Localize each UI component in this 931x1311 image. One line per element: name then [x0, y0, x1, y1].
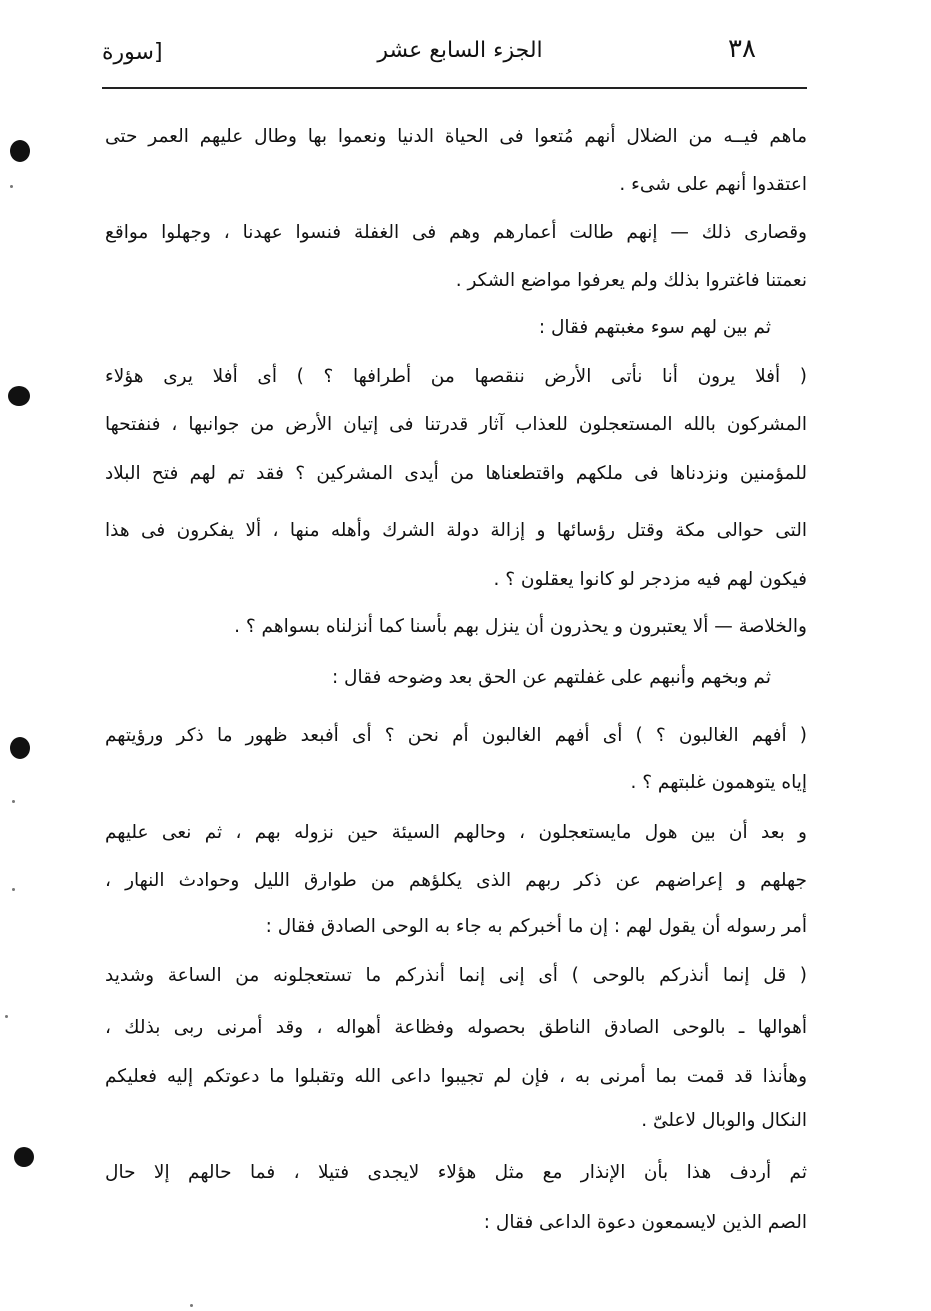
surah-header: [سورة	[102, 40, 163, 65]
text-line: نعمتنا فاغتروا بذلك ولم يعرفوا مواضع الشكر .	[455, 270, 807, 291]
text-line: والخلاصة — ألا يعتبرون و يحذرون أن ينزل بهم بأسنا كما أنزلناه بسواهم ؟ .	[234, 616, 807, 637]
running-title: الجزء السابع عشر	[377, 38, 543, 63]
text-line: أمر رسوله أن يقول لهم : إن ما أخبركم به جاء به الوحى الصادق فقال :	[265, 916, 807, 937]
text-line: ( قل إنما أنذركم بالوحى ) أى إنى إنما أنذركم ما تستعجلونه من الساعة وشديد	[105, 965, 807, 986]
text-line: ثم أردف هذا بأن الإنذار مع مثل هؤلاء لايجدى فتيلا ، فما حالهم إلا حال	[105, 1162, 807, 1183]
text-line: وقصارى ذلك — إنهم طالت أعمارهم وهم فى الغفلة فنسوا عهدنا ، وجهلوا مواقع	[105, 222, 807, 243]
text-line: المشركون بالله المستعجلون للعذاب آثار قدرتنا فى إتيان الأرض من جوانبها ، فنفتحها	[105, 414, 807, 435]
scan-blot	[10, 737, 30, 759]
text-line: التى حوالى مكة وقتل رؤسائها و إزالة دولة الشرك وأهله منها ، ألا يفكرون فى هذا	[105, 520, 807, 541]
scan-speck	[12, 800, 15, 803]
header-rule	[102, 87, 807, 89]
text-line: جهلهم و إعراضهم عن ذكر ربهم الذى يكلؤهم من طوارق الليل وحوادث النهار ،	[105, 870, 807, 891]
scan-speck	[10, 185, 13, 188]
text-line: ( أفهم الغالبون ؟ ) أى أفهم الغالبون أم نحن ؟ أى أفبعد ظهور ما ذكر ورؤيتهم	[105, 725, 807, 746]
text-line: ثم بين لهم سوء مغبتهم فقال :	[538, 317, 771, 338]
page-number: ٣٨	[728, 34, 756, 64]
text-line: النكال والوبال لاعلىّ .	[641, 1110, 807, 1131]
text-line: ( أفلا يرون أنا نأتى الأرض ننقصها من أطرافها ؟ ) أى أفلا يرى هؤلاء	[105, 366, 807, 387]
text-line: إياه يتوهمون غلبتهم ؟ .	[630, 772, 807, 793]
scan-speck	[12, 888, 15, 891]
text-line: أهوالها ـ بالوحى الصادق الناطق بحصوله وفظاعة أهواله ، وقد أمرنى ربى بذلك ،	[105, 1017, 807, 1038]
text-line: الصم الذين لايسمعون دعوة الداعى فقال :	[483, 1212, 807, 1233]
text-line: ماهم فيــه من الضلال أنهم مُتعوا فى الحياة الدنيا ونعموا بها وطال عليهم العمر حتى	[105, 126, 807, 147]
text-line: فيكون لهم فيه مزدجر لو كانوا يعقلون ؟ .	[493, 569, 807, 590]
scan-speck	[190, 1304, 193, 1307]
scan-blot	[14, 1147, 34, 1167]
text-line: ثم وبخهم وأنبهم على غفلتهم عن الحق بعد وضوحه فقال :	[331, 667, 771, 688]
text-line: وهأنذا قد قمت بما أمرنى به ، فإن لم تجيبوا داعى الله وتقبلوا ما دعوتكم إليه فعليكم	[105, 1066, 807, 1087]
text-line: و بعد أن بين هول مايستعجلون ، وحالهم السيئة حين نزوله بهم ، ثم نعى عليهم	[105, 822, 807, 843]
text-line: اعتقدوا أنهم على شىء .	[619, 174, 807, 195]
scan-blot	[10, 140, 30, 162]
text-line: للمؤمنين ونزدناها فى ملكهم واقتطعناها من أيدى المشركين ؟ فقد تم لهم فتح البلاد	[105, 463, 807, 484]
scan-speck	[5, 1015, 8, 1018]
scan-blot	[8, 386, 30, 406]
